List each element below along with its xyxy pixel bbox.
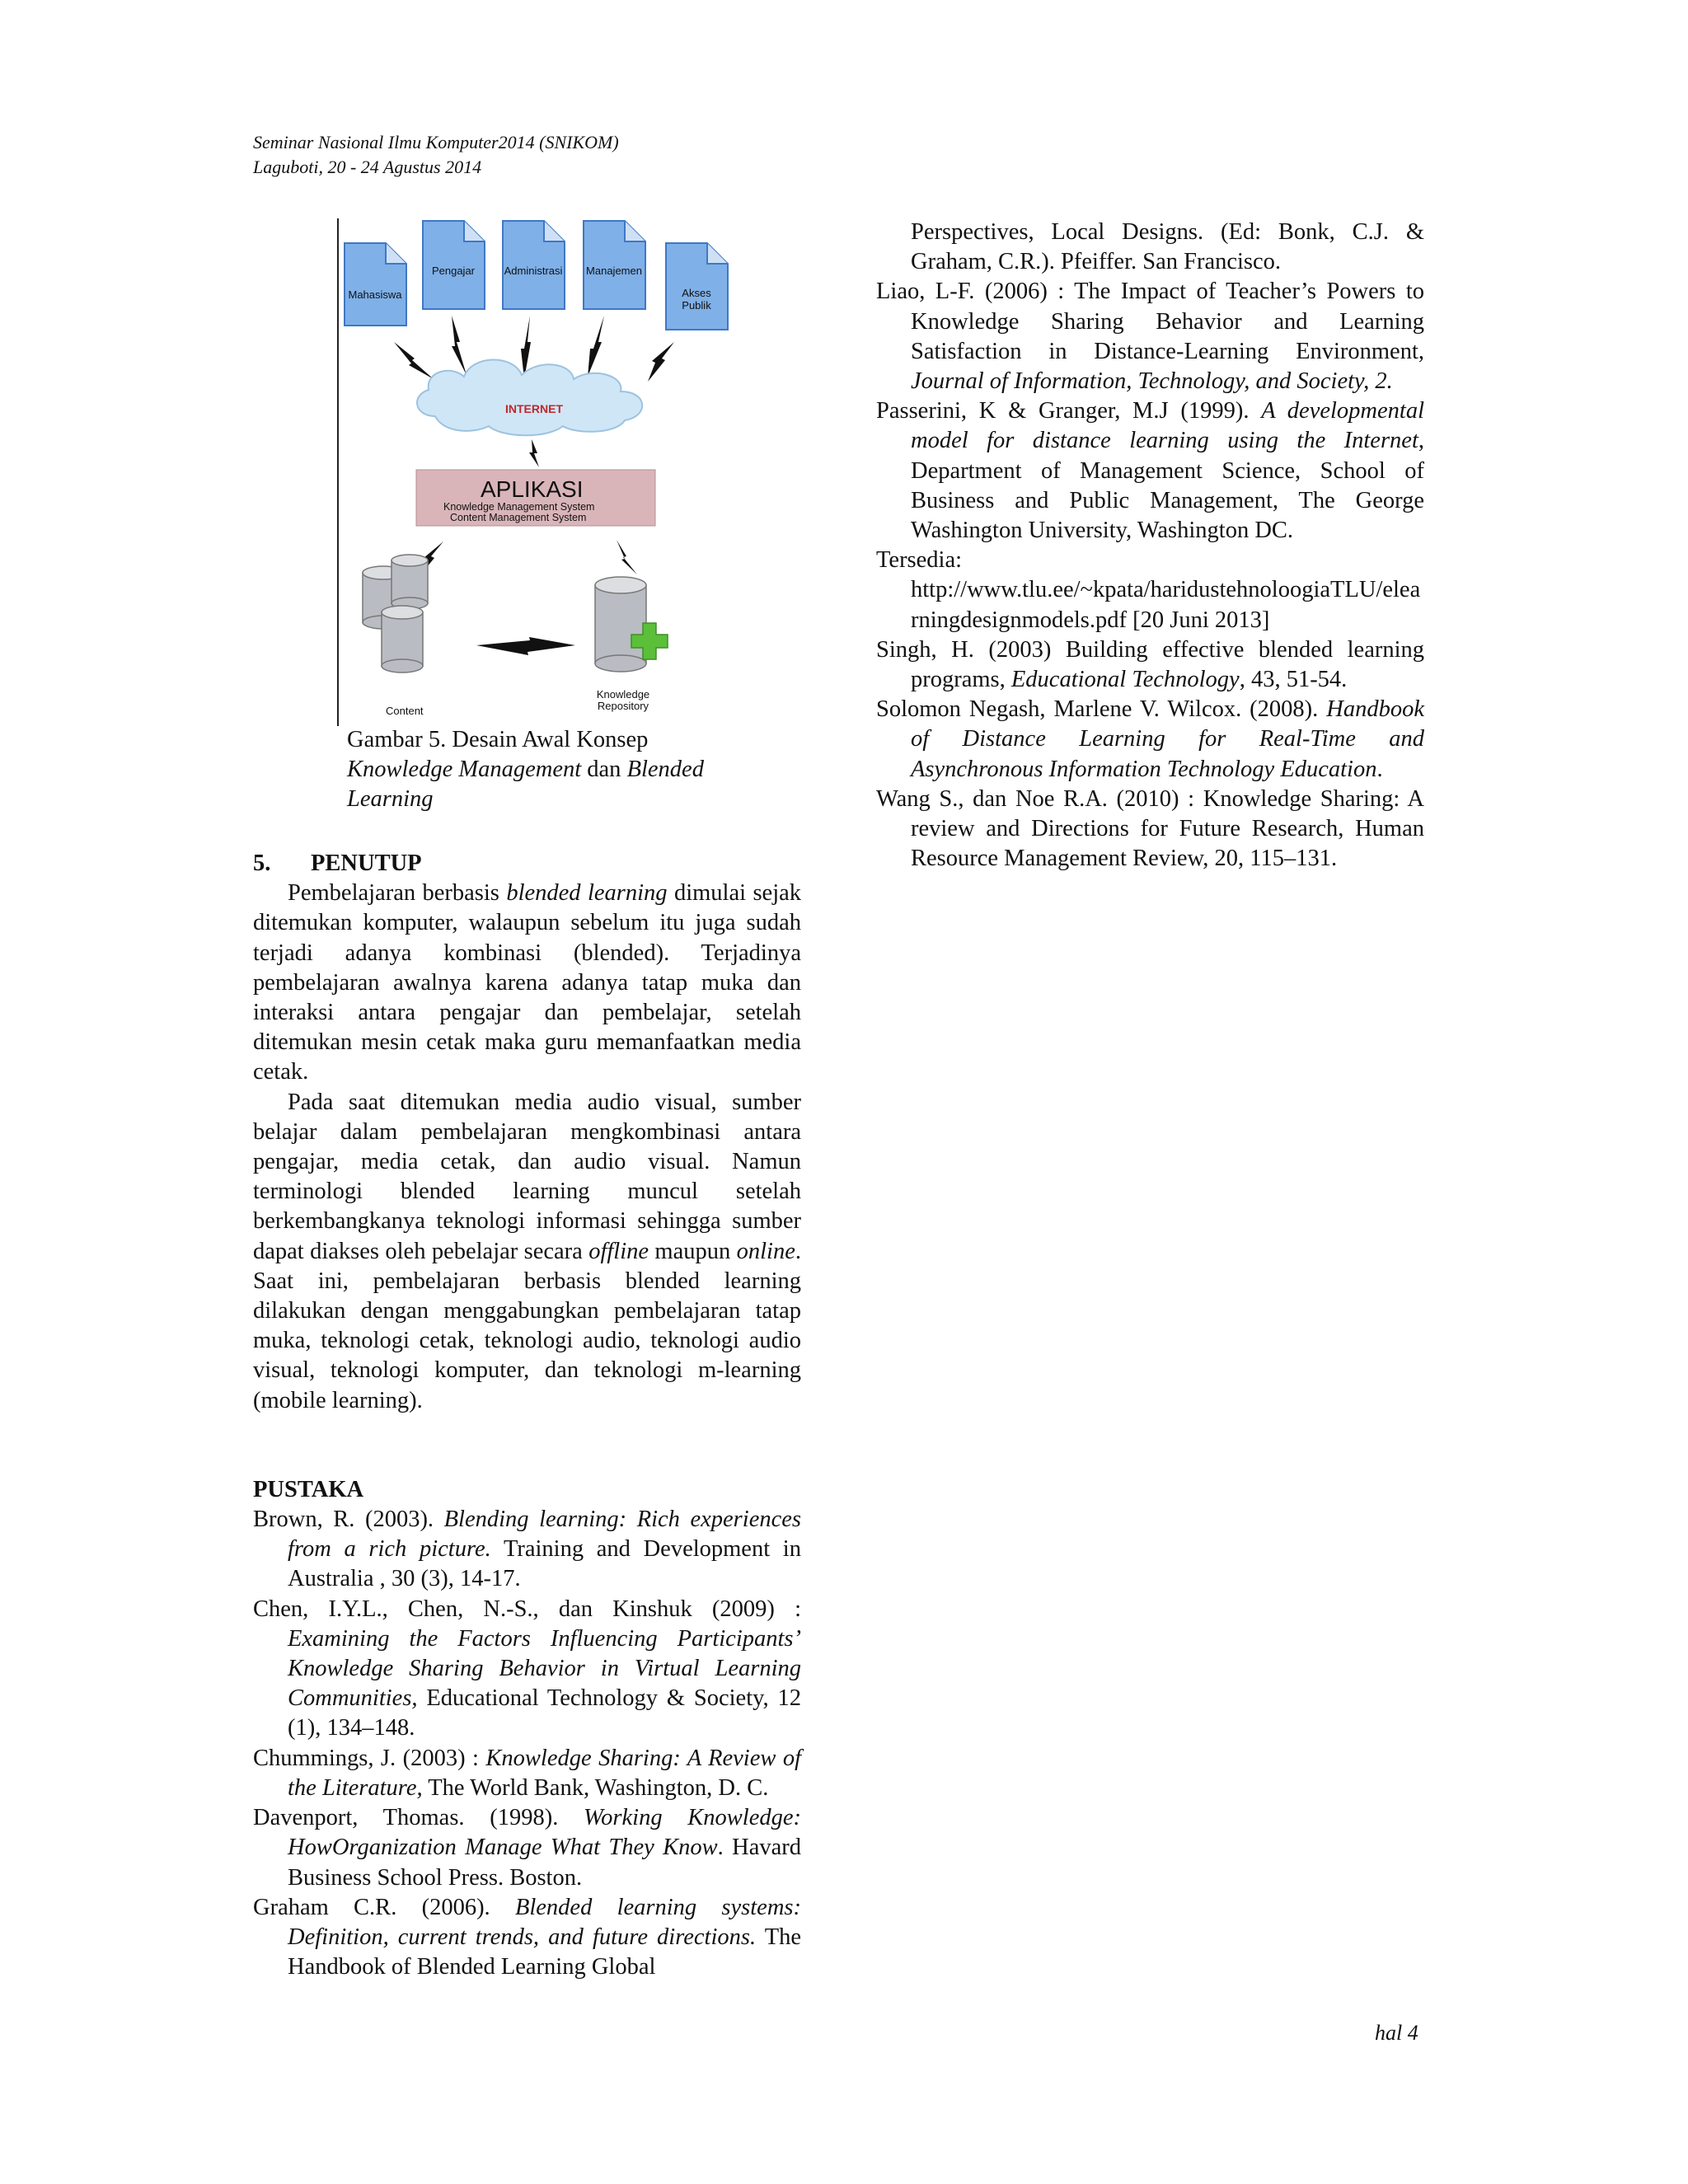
ref10-b: . xyxy=(1376,756,1383,782)
reference-wang: Wang S., dan Noe R.A. (2010) : Knowledge Sharing: A review and Directions for Future Research, Human Resource Management Review, 20, 115–131. xyxy=(876,785,1424,872)
doc-icon-manajemen xyxy=(584,221,645,309)
ref4-b: . Havard Business School Press. Boston. xyxy=(288,1835,801,1891)
ref7-b: , Department of Management Science, School of Business and Public Management, The George Washington University, Washington DC. xyxy=(911,428,1424,544)
doc-icon-mahasiswa xyxy=(345,243,406,326)
p2-italic-online: online xyxy=(736,1238,795,1264)
aplikasi-kms: Knowledge Management System xyxy=(443,501,595,513)
kr-label-1: Knowledge xyxy=(596,688,650,701)
figure-caption xyxy=(347,725,792,815)
ref3-a: Chummings, J. (2003) : xyxy=(253,1745,486,1771)
doc-icon-administrasi xyxy=(503,221,565,309)
reference-singh xyxy=(876,635,1424,695)
section-heading-pustaka: PUSTAKA xyxy=(253,1476,364,1502)
ref1-i: Blending learning: Rich experiences from a rich picture. xyxy=(288,1507,801,1563)
doc-label-akses: Akses xyxy=(682,287,711,299)
right-column xyxy=(876,218,1424,874)
reference-graham xyxy=(253,1893,801,1983)
reference-url-link[interactable]: http://www.tlu.ee/~kpata/haridustehnoloogiaTLU/elearningdesignmodels.pdf [20 Juni 2013] xyxy=(911,577,1421,633)
internet-cloud-icon xyxy=(417,359,642,435)
caption-km: Knowledge Management xyxy=(347,757,582,783)
ref1-b: Training and Development in Australia , 30 (3), 14-17. xyxy=(288,1536,801,1592)
doc-icon-akses-publik xyxy=(666,243,728,330)
ref4-i: Working Knowledge: HowOrganization Manage What They Know xyxy=(288,1805,802,1861)
knowledge-repository-icon xyxy=(595,577,668,712)
lightning-icon-internet-app xyxy=(529,439,539,467)
p1-text-b: dimulai sejak ditemukan komputer, walaupun sebelum itu juga sudah terjadi adanya kombinasi (blended). Terjadinya pembelajaran awalnya karena adanya tatap muka dan interaksi antara pengajar dan pembelajar, setelah ditemukan mesin cetak maka guru memanfaatkan media cetak. xyxy=(253,880,802,1085)
ref10-a: Solomon Negash, Marlene V. Wilcox. (2008). xyxy=(876,696,1327,723)
aplikasi-cms: Content Management System xyxy=(450,512,587,523)
doc-label-mahasiswa: Mahasiswa xyxy=(348,288,402,301)
p2-text-a: Pada saat ditemukan media audio visual, sumber belajar dalam pembelajaran mengkombinasi antara pengajar, media cetak, dan audio visual. Namun terminologi blended learning muncul setelah berkembangkanya teknologi informasi sehingga sumber dapat diakses oleh pebelajar secara xyxy=(253,1089,801,1264)
internet-label: INTERNET xyxy=(505,402,563,415)
reference-passerini xyxy=(876,396,1424,546)
caption-line2 xyxy=(347,755,792,785)
paragraph-2 xyxy=(253,1088,801,1416)
paragraph-1 xyxy=(253,879,801,1087)
ref1-a: Brown, R. (2003). xyxy=(253,1507,444,1533)
content-database-icon xyxy=(363,555,428,717)
left-column xyxy=(253,849,801,1982)
reference-tersedia xyxy=(876,546,1424,635)
reference-brown xyxy=(253,1505,801,1595)
doc-label-publik: Publik xyxy=(682,299,711,312)
page-header xyxy=(253,130,619,180)
section-heading-penutup xyxy=(253,849,801,879)
doc-label-manajemen: Manajemen xyxy=(586,265,642,277)
ref5-i: Blended learning systems: Definition, current trends, and future directions. xyxy=(288,1894,801,1950)
caption-blended: Blended xyxy=(626,757,704,783)
reference-negash xyxy=(876,695,1424,785)
content-label: Content xyxy=(386,705,424,717)
ref5-a: Graham C.R. (2006). xyxy=(253,1894,515,1920)
kr-label-2: Repository xyxy=(597,700,649,712)
header-location: Laguboti, 20 - 24 Agustus 2014 xyxy=(253,157,482,177)
ref3-i: Knowledge Sharing: A Review of the Literature, xyxy=(288,1745,801,1801)
p2-text-c: . Saat ini, pembelajaran berbasis blended learning dilakukan dengan menggabungkan pembelajaran tatap muka, teknologi cetak, teknologi audio, teknologi audio visual, teknologi komputer, dan teknologi m-learning (mobile learning). xyxy=(253,1238,801,1413)
ref9-i: Educational Technology xyxy=(1010,667,1240,693)
reference-graham-continued: Perspectives, Local Designs. (Ed: Bonk, C.J. & Graham, C.R.). Pfeiffer. San Francisco. xyxy=(911,219,1424,275)
ref7-i: A developmental model for distance learning using the Internet xyxy=(911,398,1424,454)
ref2-a: Chen, I.Y.L., Chen, N.-S., dan Kinshuk (2009) : xyxy=(253,1596,801,1622)
ref9-a: Singh, H. (2003) Building effective blended learning programs, xyxy=(876,636,1424,693)
ref6-a: Liao, L-F. (2006) : The Impact of Teacher’s Powers to Knowledge Sharing Behavior and Learning Satisfaction in Distance-Learning Environment, xyxy=(876,279,1424,364)
ref5-b: The Handbook of Blended Learning Global xyxy=(288,1924,802,1980)
p2-text-b: maupun xyxy=(649,1238,737,1264)
aplikasi-box xyxy=(416,470,655,526)
ref4-a: Davenport, Thomas. (1998). xyxy=(253,1805,584,1831)
ref8-a: Tersedia: xyxy=(876,547,963,574)
caption-learning: Learning xyxy=(347,786,434,813)
caption-dan: dan xyxy=(581,757,627,783)
section-title: PENUTUP xyxy=(311,851,422,876)
reference-liao xyxy=(876,277,1424,396)
page-number: hal 4 xyxy=(1375,2021,1418,2045)
reference-chummings xyxy=(253,1744,801,1803)
figure-km-diagram xyxy=(336,218,753,719)
doc-icon-pengajar xyxy=(423,221,485,309)
doc-label-pengajar: Pengajar xyxy=(431,265,476,277)
aplikasi-title: APLIKASI xyxy=(481,476,584,502)
ref2-b: Educational Technology & Society, 12 (1), 134–148. xyxy=(288,1685,801,1741)
section-number: 5. xyxy=(253,851,271,876)
p1-text-a: Pembelajaran berbasis xyxy=(288,880,507,907)
ref10-i: Handbook of Distance Learning for Real-Time and Asynchronous Information Technology Education xyxy=(911,696,1424,782)
reference-chen xyxy=(253,1595,801,1744)
p2-italic-offline: offline xyxy=(588,1238,649,1264)
caption-line3 xyxy=(347,785,792,814)
ref9-b: , 43, 51-54. xyxy=(1239,667,1348,693)
doc-label-administrasi: Administrasi xyxy=(504,265,563,277)
ref3-b: The World Bank, Washington, D. C. xyxy=(422,1774,769,1801)
ref7-a: Passerini, K & Granger, M.J (1999). xyxy=(876,398,1262,424)
reference-davenport xyxy=(253,1803,801,1893)
ref6-i: Journal of Information, Technology, and Society, 2. xyxy=(911,368,1393,395)
header-conference: Seminar Nasional Ilmu Komputer2014 (SNIKOM) xyxy=(253,132,619,152)
p1-italic: blended learning xyxy=(506,880,668,907)
caption-line1: Gambar 5. Desain Awal Konsep xyxy=(347,727,649,752)
spacer xyxy=(253,1416,801,1475)
ref2-i: Examining the Factors Influencing Participants’ Knowledge Sharing Behavior in Virtual Learning Communities, xyxy=(288,1625,801,1712)
